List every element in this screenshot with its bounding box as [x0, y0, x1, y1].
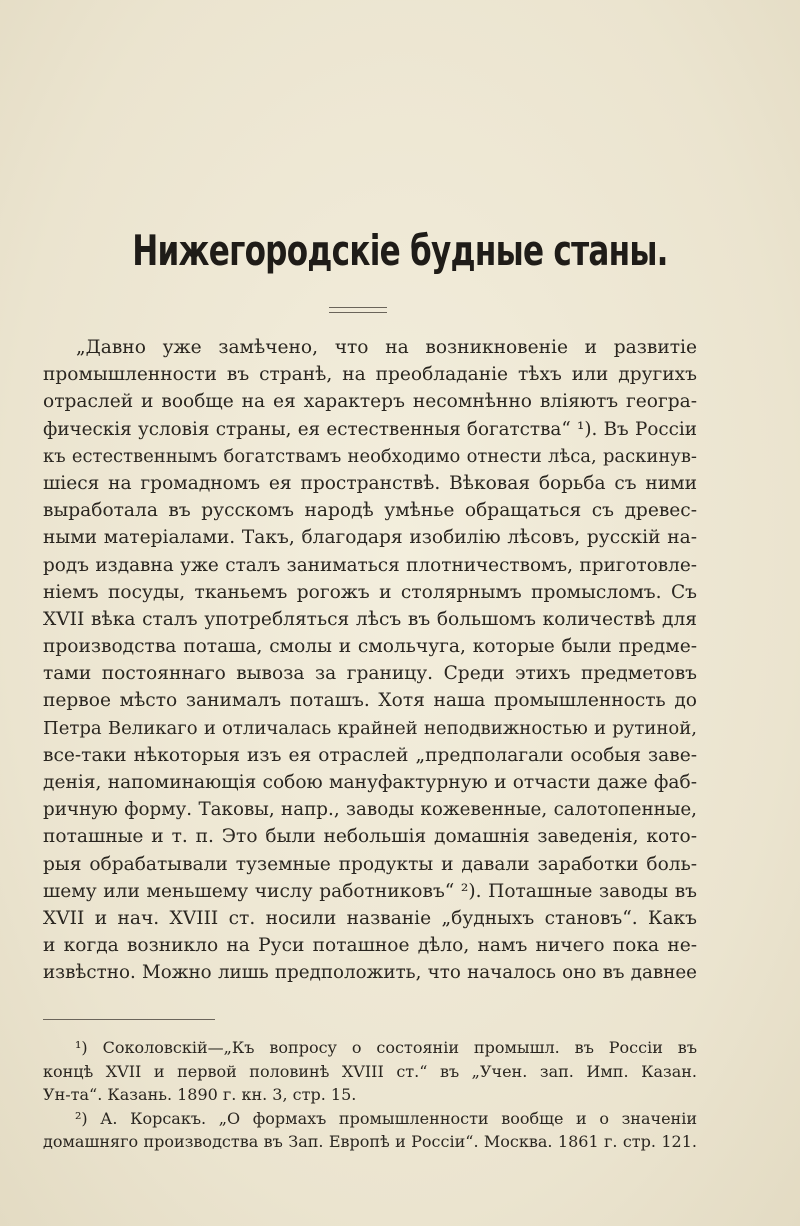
body-text [43, 334, 697, 987]
text-line: и когда возникло на Руси поташное дѣло, намъ ничего пока не- [43, 935, 697, 957]
text-line: шіеся на громадномъ ея пространствѣ. Вѣковая борьба съ ними [43, 472, 697, 494]
text-line: рыя обрабатывали туземные продукты и давали заработки боль- [43, 853, 697, 875]
text-line: „Давно уже замѣчено, что на возникновеніе и развитіе [76, 337, 697, 358]
footnote-line: Ун-та“. Казань. 1890 г. кн. 3, стр. 15. [43, 1085, 357, 1104]
text-line: производства поташа, смолы и смольчуга, которые были предме- [43, 636, 697, 658]
text-line: фическія условія страны, ея естественныя богатства“ ¹). Въ Россіи [43, 418, 697, 440]
footnotes [43, 1036, 697, 1154]
footnote-line: ²) А. Корсакъ. „О формахъ промышленности вообще и о значеніи [75, 1108, 697, 1128]
text-line: все-таки нѣкоторыя изъ ея отраслей „предполагали особыя заве- [43, 744, 697, 766]
text-line: XVII и нач. XVIII ст. носили названіе „будныхъ становъ“. Какъ [43, 907, 697, 929]
text-line: родъ издавна уже сталъ заниматься плотничествомъ, приготовле- [43, 554, 697, 576]
text-line: извѣстно. Можно лишь предположить, что началось оно въ давнее [43, 962, 697, 984]
text-line: ричную форму. Таковы, напр., заводы кожевенные, салотопенные, [43, 799, 697, 821]
footnote-line: ¹) Соколовскій—„Къ вопросу о состояніи промышл. въ Россіи въ [75, 1038, 697, 1057]
text-line: Петра Великаго и отличалась крайней неподвижностью и рутиной, [43, 717, 697, 739]
page-title: Нижегородскіе будные станы. [132, 226, 668, 275]
text-line: тами постояннаго вывоза за границу. Среди этихъ предметовъ [43, 663, 697, 685]
text-line: первое мѣсто занималъ поташъ. Хотя наша промышленность до [43, 690, 697, 712]
text-line: отраслей и вообще на ея характеръ несомнѣнно вліяютъ геогра- [43, 391, 697, 413]
text-line: ными матеріалами. Такъ, благодаря изобилію лѣсовъ, русскій на- [43, 527, 697, 549]
text-line: къ естественнымъ богатствамъ необходимо отнести лѣса, раскинув- [43, 445, 697, 467]
footnote-line: домашняго производства въ Зап. Европѣ и Россіи“. Москва. 1861 г. стр. 121. [43, 1132, 697, 1151]
title-divider [329, 307, 387, 313]
text-line: выработала въ русскомъ народѣ умѣнье обращаться съ древес- [43, 500, 697, 522]
footnote-line: концѣ XVII и первой половинѣ XVIII ст.“ въ „Учен. зап. Имп. Казан. [43, 1061, 697, 1081]
text-line: шему или меньшему числу работниковъ“ ²). Поташные заводы въ [43, 880, 697, 902]
text-line: ніемъ посуды, тканьемъ рогожъ и столярнымъ промысломъ. Съ [43, 581, 697, 603]
text-line: денія, напоминающія собою мануфактурную и отчасти даже фаб- [43, 772, 697, 793]
footnote-divider [43, 1019, 215, 1020]
text-line: поташные и т. п. Это были небольшія домашнія заведенія, кото- [43, 826, 697, 848]
text-line: промышленности въ странѣ, на преобладаніе тѣхъ или другихъ [43, 364, 697, 386]
text-line: XVII вѣка сталъ употребляться лѣсъ въ большомъ количествѣ для [43, 608, 697, 630]
